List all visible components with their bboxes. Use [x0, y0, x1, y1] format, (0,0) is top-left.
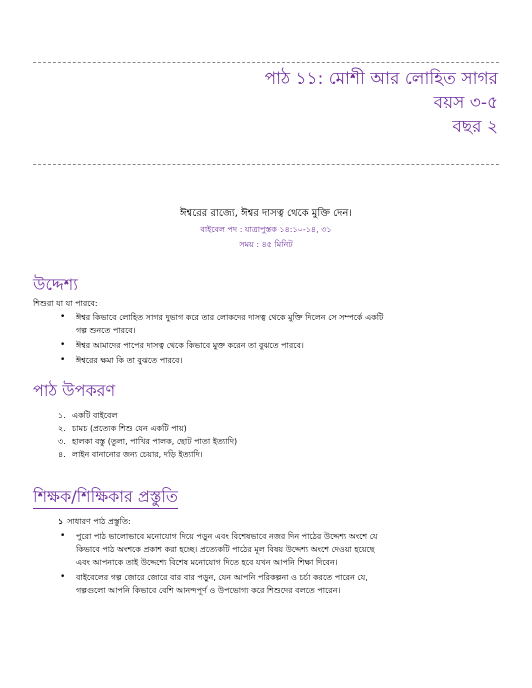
- list-item: ৪. লাইন বানানোর জন্য চেয়ার, দড়ি ইত্যাদি।: [58, 450, 203, 459]
- duration-value: : ৪৫ মিনিট: [256, 240, 293, 249]
- materials-heading: পাঠ উপকরণ: [33, 381, 116, 400]
- bible-reference-label: বাইবেল পদ: [200, 225, 238, 234]
- objectives-heading: উদ্দেশ্য: [33, 275, 78, 294]
- objectives-intro: শিশুরা যা যা পারবে:: [33, 299, 98, 308]
- bible-reference: [0, 224, 532, 237]
- top-divider: [33, 62, 499, 63]
- general-preparation-title: [58, 516, 131, 529]
- list-item: • বাইবেলের গল্প জোরে জোরে বার বার পড়ুন, যেন আপনি পরিকল্পনা ও চর্চা করতে পারেন যে, গল্পগুলো আপনি কিভাবে বেশি আনন্দপূর্ণ ও উপভোগ্য করে শিশুদের বলতে পারেন।: [60, 572, 368, 595]
- duration-label: সময়: [239, 240, 254, 249]
- preparation-list: [58, 530, 498, 597]
- curriculum-year: বছর ২: [452, 117, 498, 137]
- lesson-title: পাঠ ১১: মোশী আর লোহিত সাগর: [264, 69, 498, 89]
- materials-list: [58, 409, 498, 461]
- header-bottom-divider: [33, 164, 499, 165]
- preparation-heading: শিক্ষক/শিক্ষিকার প্রস্তুতি: [33, 487, 178, 509]
- age-range: বয়স ৩-৫: [433, 93, 498, 113]
- bible-reference-value: : যাত্রাপুস্তক ১৪:১০-১৪, ৩১: [239, 225, 332, 234]
- list-item: ২. চামচ (প্রত্যেক শিশু যেন একটি পায়): [58, 424, 187, 433]
- key-verse: ঈশ্বরের রাজ্যে, ঈশ্বর দাসত্ব থেকে মুক্তি দেন।: [180, 208, 352, 219]
- list-item: ৩. হালকা বস্তু (তুলা, পাখির পালক, ছোট পাতা ইত্যাদি): [58, 437, 238, 446]
- bullet-icon: •: [60, 340, 66, 350]
- lesson-duration: [0, 239, 532, 252]
- objectives-list: [58, 311, 498, 367]
- sub-title: সাধারণ পাঠ প্রস্তুতি:: [67, 517, 131, 526]
- sub-number: ১: [58, 517, 64, 526]
- list-item: ১. একটি বাইবেল: [58, 411, 118, 420]
- bullet-icon: •: [60, 572, 66, 582]
- list-item: • ঈশ্বরের ক্ষমা কি তা বুঝতে পারবে।: [60, 355, 183, 365]
- bullet-icon: •: [60, 312, 66, 322]
- bullet-icon: •: [60, 531, 66, 541]
- list-item: • ঈশ্বর কিভাবে লোহিত সাগর দুভাগ করে তার লোকদের দাসত্ব থেকে মুক্তি দিলেন সে সম্পর্কে একটি গল্প শুনতে পারবে।: [60, 312, 384, 335]
- bullet-icon: •: [60, 355, 66, 365]
- list-item: • ঈশ্বর আমাদের পাপের দাসত্ব থেকে কিভাবে মুক্ত করেন তা বুঝতে পারবে।: [60, 340, 304, 350]
- list-item: • পুরো পাঠ ভালোভাবে মনোযোগ দিয়ে পড়ুন এবং বিশেষভাবে নজর দিন পাঠের উদ্দেশ্য অংশে যে কিভাবে পাঠ অংশকে প্রকাশ করা হচ্ছে। প্রত্যেকটি পাঠের মূল বিষয় উদ্দেশ্য অংশে দেওয়া হয়েছে এবং আপনাকে তাই উদ্দেশ্যে বিশেষ মনোযোগ দিতে হবে যখন আপনি শিক্ষা দিবেন।: [60, 531, 378, 567]
